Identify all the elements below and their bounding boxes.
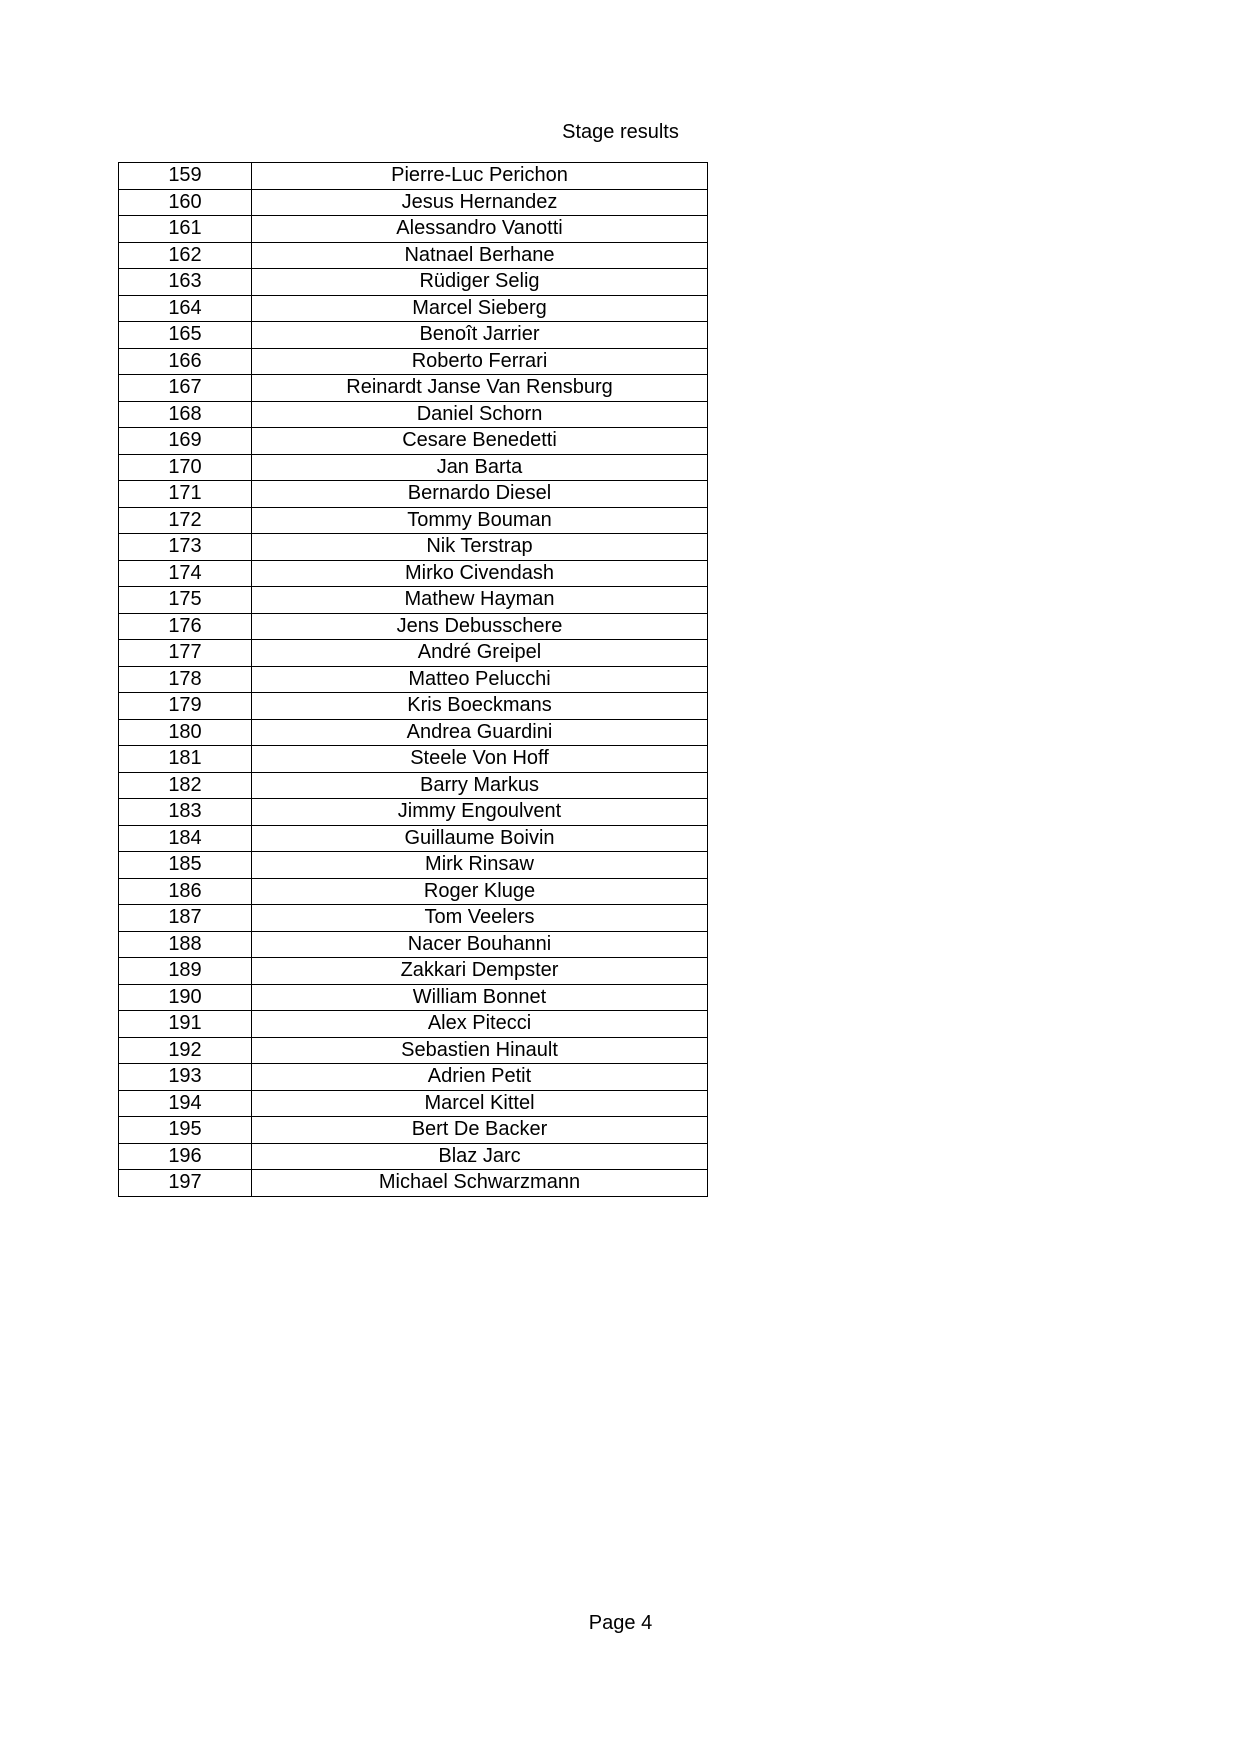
rider-name-cell: Adrien Petit [252,1064,708,1091]
table-row [119,852,708,879]
table-row [119,825,708,852]
position-cell: 185 [119,852,252,879]
position-cell: 188 [119,931,252,958]
table-row [119,613,708,640]
table-row [119,1090,708,1117]
table-row [119,269,708,296]
position-cell: 171 [119,481,252,508]
results-table [118,162,708,1197]
rider-name-cell: William Bonnet [252,984,708,1011]
rider-name-cell: Guillaume Boivin [252,825,708,852]
table-row [119,216,708,243]
rider-name-cell: Bert De Backer [252,1117,708,1144]
table-row [119,931,708,958]
position-cell: 196 [119,1143,252,1170]
table-row [119,507,708,534]
position-cell: 192 [119,1037,252,1064]
table-row [119,1064,708,1091]
page-header [0,120,1241,144]
table-row [119,640,708,667]
position-cell: 174 [119,560,252,587]
table-row [119,481,708,508]
rider-name-cell: Blaz Jarc [252,1143,708,1170]
table-row [119,348,708,375]
rider-name-cell: Mirko Civendash [252,560,708,587]
rider-name-cell: Cesare Benedetti [252,428,708,455]
table-row [119,693,708,720]
rider-name-cell: André Greipel [252,640,708,667]
rider-name-cell: Mirk Rinsaw [252,852,708,879]
position-cell: 190 [119,984,252,1011]
table-row [119,163,708,190]
rider-name-cell: Marcel Kittel [252,1090,708,1117]
rider-name-cell: Pierre-Luc Perichon [252,163,708,190]
table-row [119,905,708,932]
table-row [119,799,708,826]
rider-name-cell: Roberto Ferrari [252,348,708,375]
table-row [119,560,708,587]
position-cell: 193 [119,1064,252,1091]
rider-name-cell: Alessandro Vanotti [252,216,708,243]
table-row [119,534,708,561]
position-cell: 178 [119,666,252,693]
position-cell: 177 [119,640,252,667]
rider-name-cell: Andrea Guardini [252,719,708,746]
results-table-body [119,163,708,1197]
rider-name-cell: Jesus Hernandez [252,189,708,216]
rider-name-cell: Nacer Bouhanni [252,931,708,958]
table-row [119,1143,708,1170]
table-row [119,666,708,693]
position-cell: 183 [119,799,252,826]
table-row [119,375,708,402]
position-cell: 197 [119,1170,252,1197]
table-row [119,1170,708,1197]
table-row [119,984,708,1011]
position-cell: 182 [119,772,252,799]
rider-name-cell: Daniel Schorn [252,401,708,428]
position-cell: 165 [119,322,252,349]
rider-name-cell: Zakkari Dempster [252,958,708,985]
rider-name-cell: Barry Markus [252,772,708,799]
position-cell: 186 [119,878,252,905]
table-row [119,242,708,269]
rider-name-cell: Mathew Hayman [252,587,708,614]
position-cell: 179 [119,693,252,720]
table-row [119,772,708,799]
position-cell: 189 [119,958,252,985]
position-cell: 167 [119,375,252,402]
position-cell: 163 [119,269,252,296]
table-row [119,587,708,614]
rider-name-cell: Tom Veelers [252,905,708,932]
position-cell: 181 [119,746,252,773]
position-cell: 164 [119,295,252,322]
table-row [119,746,708,773]
table-row [119,1037,708,1064]
rider-name-cell: Jens Debusschere [252,613,708,640]
table-row [119,1011,708,1038]
position-cell: 166 [119,348,252,375]
rider-name-cell: Sebastien Hinault [252,1037,708,1064]
table-row [119,719,708,746]
position-cell: 159 [119,163,252,190]
position-cell: 173 [119,534,252,561]
position-cell: 194 [119,1090,252,1117]
table-row [119,401,708,428]
position-cell: 195 [119,1117,252,1144]
position-cell: 169 [119,428,252,455]
rider-name-cell: Natnael Berhane [252,242,708,269]
page-number: Page 4 [588,1612,653,1634]
rider-name-cell: Marcel Sieberg [252,295,708,322]
position-cell: 160 [119,189,252,216]
position-cell: 168 [119,401,252,428]
table-row [119,189,708,216]
rider-name-cell: Tommy Bouman [252,507,708,534]
position-cell: 162 [119,242,252,269]
rider-name-cell: Matteo Pelucchi [252,666,708,693]
table-row [119,1117,708,1144]
table-row [119,958,708,985]
position-cell: 176 [119,613,252,640]
rider-name-cell: Reinardt Janse Van Rensburg [252,375,708,402]
table-row [119,295,708,322]
position-cell: 180 [119,719,252,746]
position-cell: 191 [119,1011,252,1038]
page-footer [0,1611,1241,1635]
rider-name-cell: Alex Pitecci [252,1011,708,1038]
table-row [119,428,708,455]
position-cell: 175 [119,587,252,614]
stage-results-title: Stage results [562,121,679,143]
table-row [119,454,708,481]
position-cell: 184 [119,825,252,852]
position-cell: 187 [119,905,252,932]
rider-name-cell: Jimmy Engoulvent [252,799,708,826]
rider-name-cell: Roger Kluge [252,878,708,905]
rider-name-cell: Nik Terstrap [252,534,708,561]
rider-name-cell: Michael Schwarzmann [252,1170,708,1197]
position-cell: 161 [119,216,252,243]
position-cell: 172 [119,507,252,534]
position-cell: 170 [119,454,252,481]
rider-name-cell: Rüdiger Selig [252,269,708,296]
rider-name-cell: Bernardo Diesel [252,481,708,508]
rider-name-cell: Kris Boeckmans [252,693,708,720]
table-row [119,322,708,349]
rider-name-cell: Steele Von Hoff [252,746,708,773]
rider-name-cell: Benoît Jarrier [252,322,708,349]
rider-name-cell: Jan Barta [252,454,708,481]
table-row [119,878,708,905]
